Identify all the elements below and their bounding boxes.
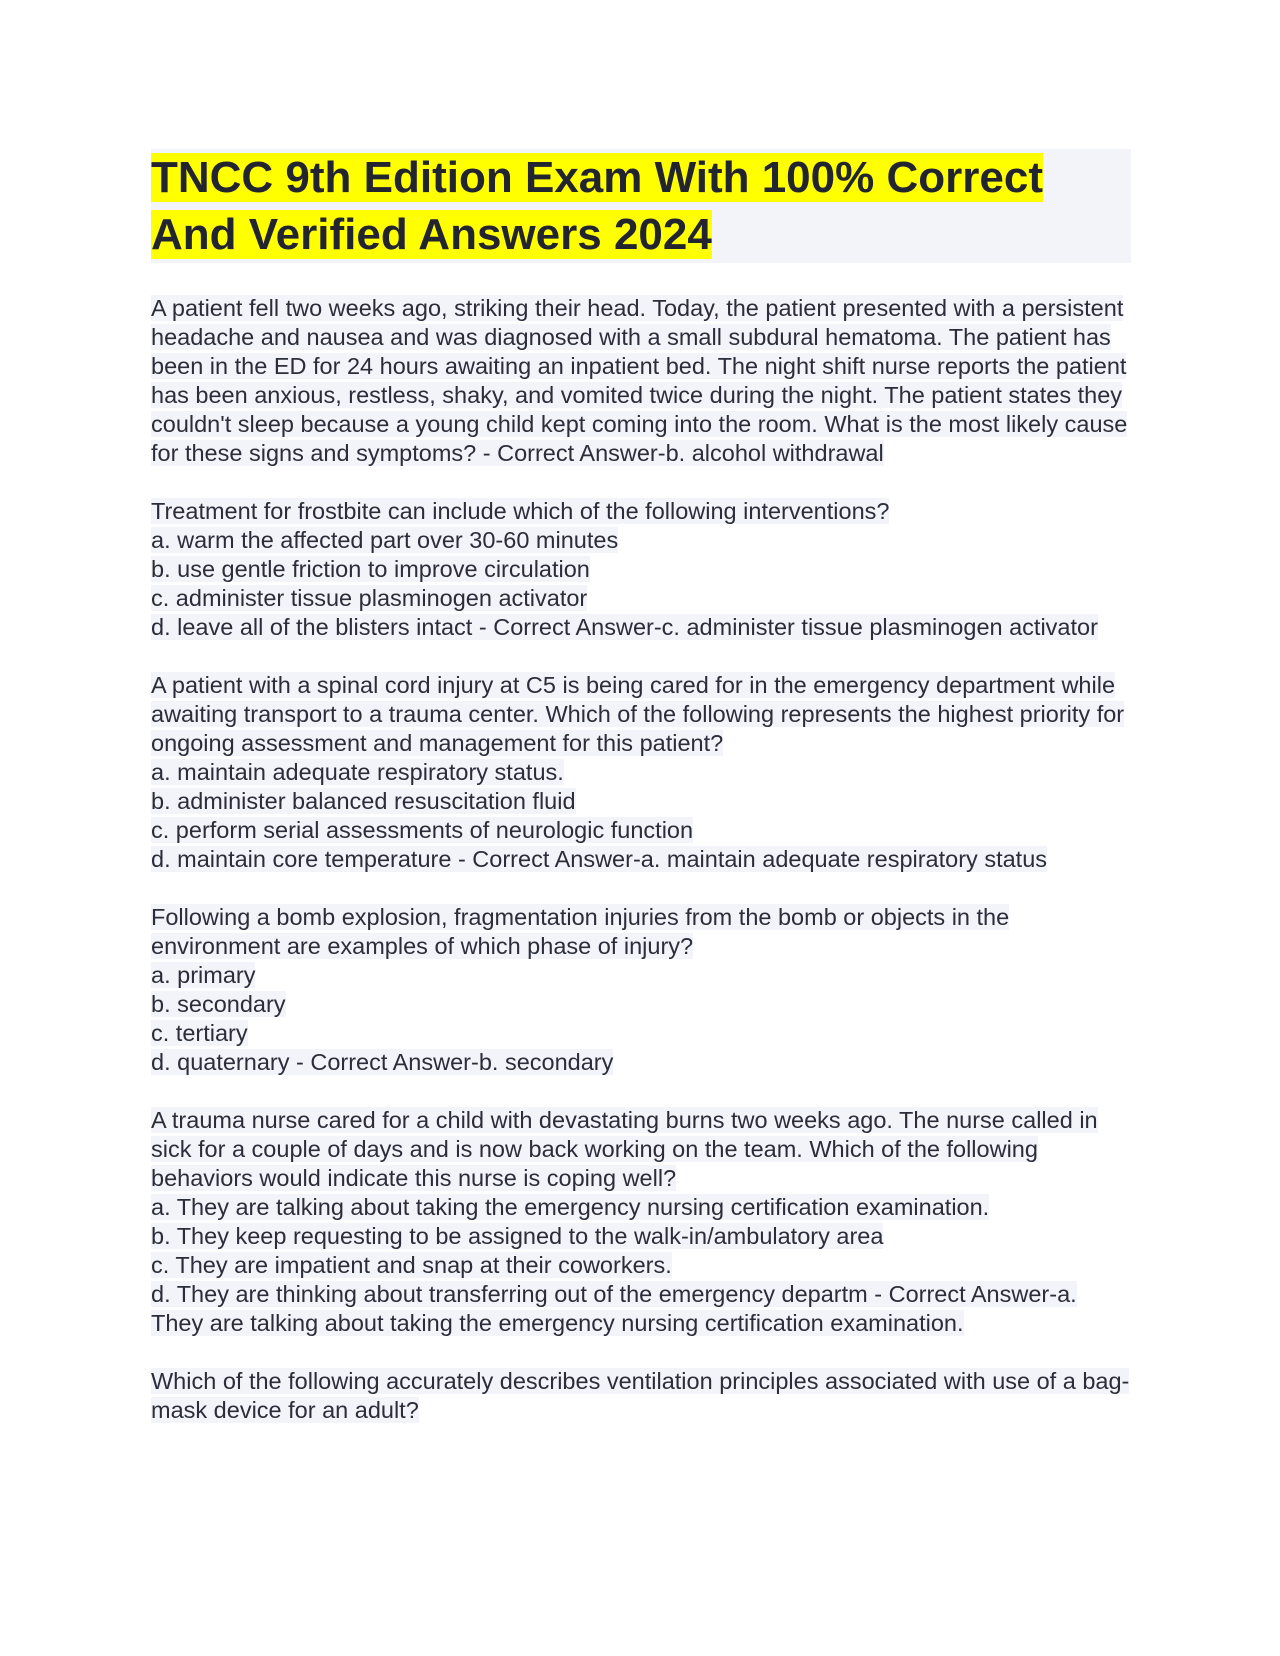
answer-option: c. administer tissue plasminogen activator [151, 585, 588, 611]
answer-option-with-correct-answer: d. They are thinking about transferring out of the emergency departm - Correct Answer-a. They are talking about taking the emergency nursing certification examination. [151, 1281, 1077, 1336]
answer-option: b. They keep requesting to be assigned to the walk-in/ambulatory area [151, 1223, 884, 1249]
answer-option: a. primary [151, 962, 256, 988]
answer-option: b. administer balanced resuscitation fluid [151, 788, 576, 814]
question-text: A trauma nurse cared for a child with devastating burns two weeks ago. The nurse called in sick for a couple of days and is now back working on the team. Which of the following behaviors would indicate this nurse is coping well? [151, 1107, 1098, 1191]
answer-option-with-correct-answer: d. quaternary - Correct Answer-b. secondary [151, 1049, 614, 1075]
title-highlight: TNCC 9th Edition Exam With 100% Correct And Verified Answers 2024 [151, 153, 1043, 259]
title-block [151, 149, 1131, 263]
document-title [151, 149, 1131, 263]
answer-option-with-correct-answer: d. leave all of the blisters intact - Correct Answer-c. administer tissue plasminogen activator [151, 614, 1098, 640]
answer-option: c. perform serial assessments of neurologic function [151, 817, 694, 843]
answer-option: a. They are talking about taking the emergency nursing certification examination. [151, 1194, 990, 1220]
question-text: Following a bomb explosion, fragmentation injuries from the bomb or objects in the environment are examples of which phase of injury? [151, 904, 1010, 959]
question-block-6 [151, 1367, 1131, 1425]
question-block-4 [151, 903, 1131, 1077]
document-page [151, 149, 1131, 1454]
question-block-3 [151, 671, 1131, 874]
question-block-2 [151, 497, 1131, 642]
answer-option: c. tertiary [151, 1020, 248, 1046]
question-text: A patient fell two weeks ago, striking their head. Today, the patient presented with a persistent headache and nausea and was diagnosed with a small subdural hematoma. The patient has been in the ED for 24 hours awaiting an inpatient bed. The night shift nurse reports the patient has been anxious, restless, shaky, and vomited twice during the night. The patient states they couldn't sleep because a young child kept coming into the room. What is the most likely cause for these signs and symptoms? - Correct Answer-b. alcohol withdrawal [151, 295, 1128, 466]
answer-option: c. They are impatient and snap at their coworkers. [151, 1252, 672, 1278]
question-block-1 [151, 294, 1131, 468]
question-text: A patient with a spinal cord injury at C5 is being cared for in the emergency department while awaiting transport to a trauma center. Which of the following represents the highest priority for ongoing assessment and management for this patient? [151, 672, 1125, 756]
answer-option-with-correct-answer: d. maintain core temperature - Correct Answer-a. maintain adequate respiratory status [151, 846, 1048, 872]
question-text: Treatment for frostbite can include which of the following interventions? [151, 498, 890, 524]
answer-option: a. warm the affected part over 30-60 minutes [151, 527, 619, 553]
answer-option: b. use gentle friction to improve circulation [151, 556, 590, 582]
question-block-5 [151, 1106, 1131, 1338]
answer-option: b. secondary [151, 991, 286, 1017]
question-text: Which of the following accurately describes ventilation principles associated with use of a bag-mask device for an adult? [151, 1368, 1130, 1423]
answer-option: a. maintain adequate respiratory status. [151, 759, 564, 785]
